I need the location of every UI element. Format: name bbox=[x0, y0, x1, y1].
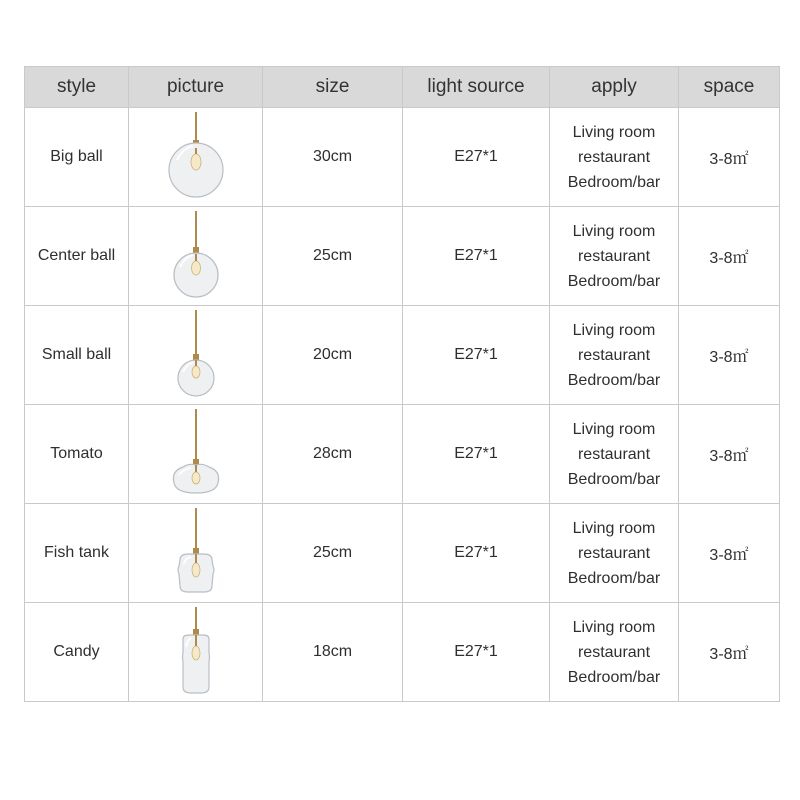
header-size: size bbox=[263, 67, 403, 108]
center-ball-pendant-lamp-icon bbox=[161, 211, 231, 301]
style-cell: Center ball bbox=[25, 207, 129, 306]
apply-line: Living room bbox=[572, 222, 656, 240]
light-source-cell: E27*1 bbox=[403, 603, 550, 702]
small-ball-pendant-lamp-icon bbox=[161, 310, 231, 400]
table-row bbox=[25, 306, 780, 405]
picture-cell bbox=[129, 108, 263, 207]
table-row bbox=[25, 504, 780, 603]
header-light-source: light source bbox=[403, 67, 550, 108]
light-source-cell: E27*1 bbox=[403, 504, 550, 603]
picture-cell bbox=[129, 603, 263, 702]
apply-line: Living room bbox=[572, 519, 656, 537]
size-cell: 25cm bbox=[263, 504, 403, 603]
apply-line: restaurant bbox=[577, 445, 651, 463]
light-source-cell: E27*1 bbox=[403, 108, 550, 207]
space-cell: 3-8㎡ bbox=[679, 108, 780, 207]
picture-cell bbox=[129, 405, 263, 504]
size-cell: 28cm bbox=[263, 405, 403, 504]
apply-line: Living room bbox=[572, 123, 656, 141]
apply-line: Living room bbox=[572, 420, 656, 438]
table-row bbox=[25, 405, 780, 504]
size-cell: 30cm bbox=[263, 108, 403, 207]
big-ball-pendant-lamp-icon bbox=[161, 112, 231, 202]
apply-line: restaurant bbox=[577, 148, 651, 166]
apply-line: restaurant bbox=[577, 247, 651, 265]
space-cell: 3-8㎡ bbox=[679, 207, 780, 306]
table-row bbox=[25, 207, 780, 306]
apply-cell bbox=[550, 207, 679, 306]
apply-cell bbox=[550, 405, 679, 504]
light-source-cell: E27*1 bbox=[403, 207, 550, 306]
apply-line: restaurant bbox=[577, 346, 651, 364]
header-picture: picture bbox=[129, 67, 263, 108]
space-cell: 3-8㎡ bbox=[679, 306, 780, 405]
apply-line: Bedroom/bar bbox=[567, 470, 661, 488]
fish-tank-pendant-lamp-icon bbox=[161, 508, 231, 598]
space-cell: 3-8㎡ bbox=[679, 603, 780, 702]
size-cell: 18cm bbox=[263, 603, 403, 702]
space-cell: 3-8㎡ bbox=[679, 405, 780, 504]
apply-line: restaurant bbox=[577, 643, 651, 661]
apply-cell bbox=[550, 504, 679, 603]
size-cell: 20cm bbox=[263, 306, 403, 405]
style-cell: Candy bbox=[25, 603, 129, 702]
space-cell: 3-8㎡ bbox=[679, 504, 780, 603]
apply-line: restaurant bbox=[577, 544, 651, 562]
candy-pendant-lamp-icon bbox=[161, 607, 231, 697]
table-row bbox=[25, 108, 780, 207]
picture-cell bbox=[129, 207, 263, 306]
table-row bbox=[25, 603, 780, 702]
header-style: style bbox=[25, 67, 129, 108]
apply-line: Living room bbox=[572, 321, 656, 339]
picture-cell bbox=[129, 504, 263, 603]
apply-line: Bedroom/bar bbox=[567, 569, 661, 587]
header-apply: apply bbox=[550, 67, 679, 108]
size-cell: 25cm bbox=[263, 207, 403, 306]
apply-line: Living room bbox=[572, 618, 656, 636]
header-row bbox=[25, 67, 780, 108]
apply-cell bbox=[550, 108, 679, 207]
apply-line: Bedroom/bar bbox=[567, 173, 661, 191]
header-space: space bbox=[679, 67, 780, 108]
apply-line: Bedroom/bar bbox=[567, 371, 661, 389]
style-cell: Fish tank bbox=[25, 504, 129, 603]
apply-line: Bedroom/bar bbox=[567, 272, 661, 290]
lamp-spec-table bbox=[24, 66, 780, 702]
picture-cell bbox=[129, 306, 263, 405]
apply-cell bbox=[550, 603, 679, 702]
tomato-pendant-lamp-icon bbox=[161, 409, 231, 499]
light-source-cell: E27*1 bbox=[403, 405, 550, 504]
apply-line: Bedroom/bar bbox=[567, 668, 661, 686]
style-cell: Small ball bbox=[25, 306, 129, 405]
light-source-cell: E27*1 bbox=[403, 306, 550, 405]
style-cell: Tomato bbox=[25, 405, 129, 504]
apply-cell bbox=[550, 306, 679, 405]
style-cell: Big ball bbox=[25, 108, 129, 207]
